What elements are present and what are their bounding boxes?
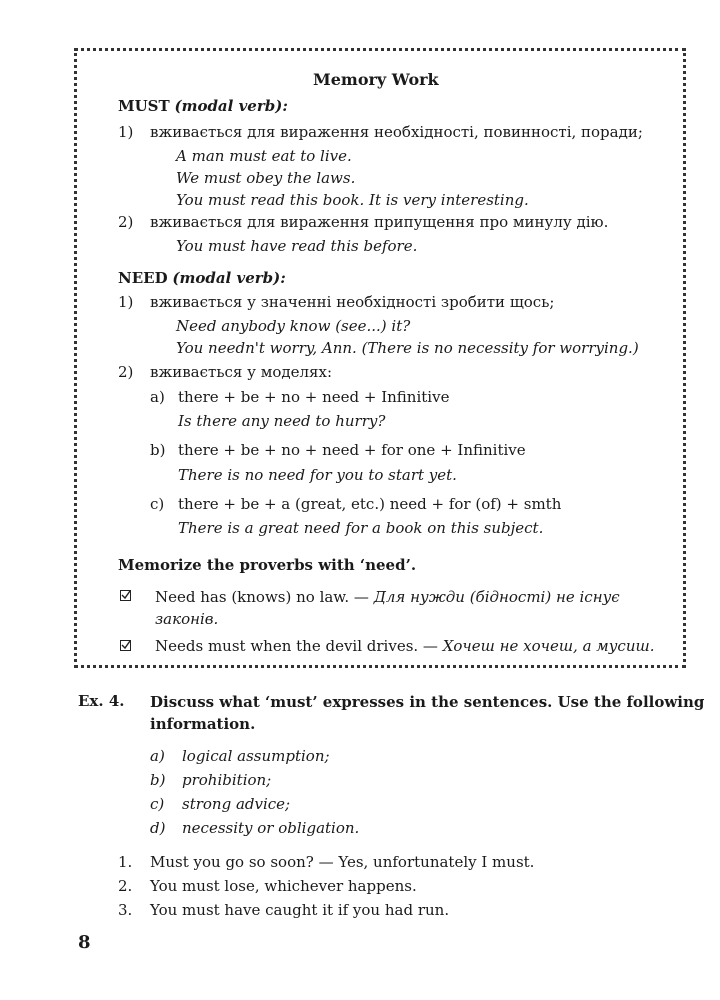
option-letter: a) — [150, 747, 165, 765]
model-formula: there + be + a (great, etc.) need + for (of) + smth — [178, 495, 562, 513]
must-item-2-text: вживається для вираження припущення про минулу дію. — [150, 213, 609, 231]
proverb-ua: Хочеш не хочеш, а мусиш. — [442, 637, 655, 655]
need-item-1-num: 1) — [118, 293, 134, 311]
memory-work-title: Memory Work — [313, 70, 439, 89]
model-letter: c) — [150, 495, 165, 513]
exercise-instruction-continued: information. — [150, 715, 256, 733]
page-number: 8 — [78, 932, 91, 953]
model-letter: b) — [150, 441, 166, 459]
exercise-label: Ex. 4. — [78, 692, 125, 710]
must-heading-word: MUST — [118, 97, 170, 115]
sentence-num: 1. — [118, 853, 133, 871]
must-item-1-num: 1) — [118, 123, 134, 141]
must-item-2-num: 2) — [118, 213, 134, 231]
need-item-2-text: вживається у моделях: — [150, 363, 333, 381]
must-heading-note: (modal verb): — [174, 97, 288, 115]
sentence-num: 3. — [118, 901, 133, 919]
sentence-text: You must lose, whichever happens. — [150, 877, 417, 895]
model-example: Is there any need to hurry? — [178, 412, 386, 430]
option-letter: c) — [150, 795, 165, 813]
proverb-ua: Для нужди (бідності) не існує — [373, 588, 620, 606]
must-example: We must obey the laws. — [176, 169, 356, 187]
sentence-text: You must have caught it if you had run. — [150, 901, 450, 919]
sentence-num: 2. — [118, 877, 133, 895]
need-heading — [118, 268, 286, 288]
sentence-text: Must you go so soon? — Yes, unfortunately I must. — [150, 853, 535, 871]
model-letter: a) — [150, 388, 165, 406]
must-example: You must have read this before. — [176, 237, 418, 255]
model-formula: there + be + no + need + Infinitive — [178, 388, 450, 406]
need-example: You needn't worry, Ann. (There is no necessity for worrying.) — [176, 339, 639, 357]
proverb-en: Needs must when the devil drives. — — [155, 637, 438, 655]
must-heading — [118, 96, 288, 116]
need-item-1-text: вживається у значенні необхідності зробити щось; — [150, 293, 555, 311]
exercise-instruction: Discuss what ‘must’ expresses in the sentences. Use the following — [150, 693, 705, 711]
option-text: prohibition; — [182, 771, 272, 789]
proverb-ua-continued: законів. — [155, 610, 219, 628]
checkbox-icon — [120, 640, 131, 651]
option-letter: b) — [150, 771, 166, 789]
option-text: strong advice; — [182, 795, 291, 813]
proverb-en: Need has (knows) no law. — — [155, 588, 369, 606]
must-example: You must read this book. It is very interesting. — [176, 191, 529, 209]
proverb-2 — [155, 636, 654, 656]
option-text: necessity or obligation. — [182, 819, 360, 837]
proverb-1 — [155, 587, 620, 607]
proverbs-heading: Memorize the proverbs with ‘need’. — [118, 556, 417, 574]
model-formula: there + be + no + need + for one + Infinitive — [178, 441, 526, 459]
model-example: There is no need for you to start yet. — [178, 466, 457, 484]
must-item-1-text: вживається для вираження необхідності, повинності, поради; — [150, 123, 643, 141]
need-heading-note: (modal verb): — [172, 269, 286, 287]
option-letter: d) — [150, 819, 166, 837]
need-item-2-num: 2) — [118, 363, 134, 381]
need-example: Need anybody know (see...) it? — [176, 317, 411, 335]
need-heading-word: NEED — [118, 269, 168, 287]
model-example: There is a great need for a book on this subject. — [178, 519, 544, 537]
option-text: logical assumption; — [182, 747, 330, 765]
must-example: A man must eat to live. — [176, 147, 352, 165]
checkbox-icon — [120, 590, 131, 601]
